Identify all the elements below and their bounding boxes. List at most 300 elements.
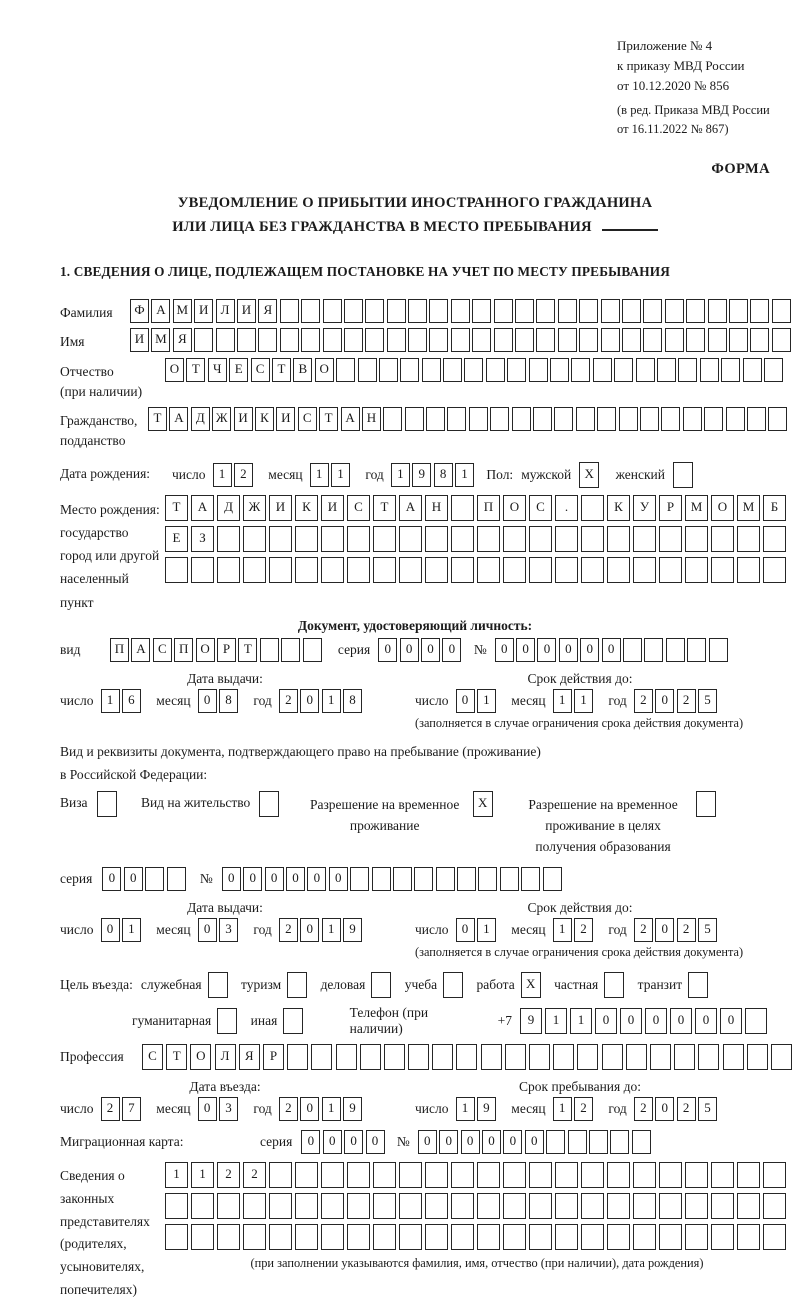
char-box[interactable]	[700, 358, 719, 382]
char-box[interactable]	[581, 1193, 604, 1219]
char-box[interactable]: Я	[173, 328, 192, 352]
date-digit-box[interactable]: 1	[477, 918, 496, 942]
char-box[interactable]	[685, 526, 708, 552]
date-digit-box[interactable]: 1	[322, 918, 341, 942]
char-box[interactable]	[451, 526, 474, 552]
char-box[interactable]: О	[503, 495, 526, 521]
char-box[interactable]	[373, 1162, 396, 1188]
char-box[interactable]	[607, 1162, 630, 1188]
option-checkbox[interactable]: X	[521, 972, 541, 998]
char-box[interactable]	[321, 1162, 344, 1188]
char-box[interactable]: П	[174, 638, 193, 662]
char-box[interactable]: Н	[425, 495, 448, 521]
char-box[interactable]	[550, 358, 569, 382]
char-box[interactable]	[301, 299, 320, 323]
char-box[interactable]	[536, 328, 555, 352]
char-box[interactable]	[558, 299, 577, 323]
char-box[interactable]: К	[255, 407, 274, 431]
char-box[interactable]	[622, 299, 641, 323]
char-box[interactable]: 0	[439, 1130, 458, 1154]
char-box[interactable]	[336, 1044, 357, 1070]
char-box[interactable]: С	[529, 495, 552, 521]
char-box[interactable]	[614, 358, 633, 382]
char-box[interactable]	[708, 328, 727, 352]
char-box[interactable]	[145, 867, 164, 891]
date-digit-box[interactable]: 0	[655, 689, 674, 713]
char-box[interactable]: 0	[301, 1130, 320, 1154]
char-box[interactable]	[429, 299, 448, 323]
char-box[interactable]	[711, 526, 734, 552]
char-box[interactable]	[472, 328, 491, 352]
char-box[interactable]	[477, 1193, 500, 1219]
char-box[interactable]: 0	[307, 867, 326, 891]
char-box[interactable]: 0	[602, 638, 621, 662]
char-box[interactable]	[217, 1224, 240, 1250]
char-box[interactable]	[191, 1193, 214, 1219]
char-box[interactable]	[737, 1193, 760, 1219]
char-box[interactable]	[626, 1044, 647, 1070]
char-box[interactable]	[659, 526, 682, 552]
char-box[interactable]	[685, 1224, 708, 1250]
char-box[interactable]	[321, 526, 344, 552]
char-box[interactable]	[650, 1044, 671, 1070]
date-digit-box[interactable]: 2	[279, 1097, 298, 1121]
char-box[interactable]	[425, 1193, 448, 1219]
char-box[interactable]	[607, 1193, 630, 1219]
char-box[interactable]	[500, 867, 519, 891]
char-box[interactable]	[280, 328, 299, 352]
char-box[interactable]	[243, 1224, 266, 1250]
char-box[interactable]	[666, 638, 685, 662]
char-box[interactable]	[503, 1162, 526, 1188]
char-box[interactable]	[472, 299, 491, 323]
char-box[interactable]	[217, 1193, 240, 1219]
char-box[interactable]: С	[153, 638, 172, 662]
char-box[interactable]	[571, 358, 590, 382]
date-digit-box[interactable]: 2	[279, 918, 298, 942]
date-digit-box[interactable]: 9	[477, 1097, 496, 1121]
char-box[interactable]	[521, 867, 540, 891]
char-box[interactable]	[763, 1224, 786, 1250]
char-box[interactable]	[711, 1224, 734, 1250]
char-box[interactable]	[165, 1193, 188, 1219]
date-digit-box[interactable]: 0	[198, 918, 217, 942]
date-digit-box[interactable]: 0	[198, 1097, 217, 1121]
char-box[interactable]	[619, 407, 638, 431]
char-box[interactable]	[555, 526, 578, 552]
temp-permit-checkbox[interactable]: X	[473, 791, 493, 817]
char-box[interactable]	[633, 526, 656, 552]
char-box[interactable]: 0	[461, 1130, 480, 1154]
char-box[interactable]	[478, 867, 497, 891]
date-digit-box[interactable]: 7	[122, 1097, 141, 1121]
date-digit-box[interactable]: 9	[412, 463, 431, 487]
date-digit-box[interactable]: 2	[279, 689, 298, 713]
date-digit-box[interactable]: 0	[101, 918, 120, 942]
char-box[interactable]	[269, 1193, 292, 1219]
char-box[interactable]	[399, 1224, 422, 1250]
char-box[interactable]	[165, 1224, 188, 1250]
char-box[interactable]: А	[131, 638, 150, 662]
char-box[interactable]	[477, 557, 500, 583]
char-box[interactable]	[387, 299, 406, 323]
char-box[interactable]: Т	[272, 358, 291, 382]
char-box[interactable]	[576, 407, 595, 431]
date-digit-box[interactable]: 1	[322, 1097, 341, 1121]
char-box[interactable]	[643, 328, 662, 352]
char-box[interactable]: Ф	[130, 299, 149, 323]
char-box[interactable]: 0	[265, 867, 284, 891]
char-box[interactable]	[763, 1193, 786, 1219]
date-digit-box[interactable]: 1	[213, 463, 232, 487]
char-box[interactable]	[477, 526, 500, 552]
char-box[interactable]	[451, 557, 474, 583]
sex-male-checkbox[interactable]: X	[579, 462, 599, 488]
char-box[interactable]	[601, 299, 620, 323]
char-box[interactable]	[529, 1193, 552, 1219]
char-box[interactable]: Ж	[212, 407, 231, 431]
char-box[interactable]	[399, 557, 422, 583]
char-box[interactable]	[365, 299, 384, 323]
char-box[interactable]	[772, 328, 791, 352]
char-box[interactable]: 0	[620, 1008, 642, 1034]
char-box[interactable]	[685, 1193, 708, 1219]
char-box[interactable]: Д	[191, 407, 210, 431]
char-box[interactable]	[237, 328, 256, 352]
char-box[interactable]	[379, 358, 398, 382]
char-box[interactable]	[429, 328, 448, 352]
char-box[interactable]	[425, 557, 448, 583]
date-digit-box[interactable]: 1	[553, 1097, 572, 1121]
char-box[interactable]	[505, 1044, 526, 1070]
char-box[interactable]: К	[607, 495, 630, 521]
char-box[interactable]	[512, 407, 531, 431]
char-box[interactable]	[610, 1130, 629, 1154]
char-box[interactable]	[529, 1162, 552, 1188]
char-box[interactable]: Р	[263, 1044, 284, 1070]
char-box[interactable]	[217, 557, 240, 583]
char-box[interactable]	[579, 328, 598, 352]
char-box[interactable]: 0	[645, 1008, 667, 1034]
char-box[interactable]: 0	[537, 638, 556, 662]
date-digit-box[interactable]: 3	[219, 918, 238, 942]
char-box[interactable]	[408, 328, 427, 352]
char-box[interactable]	[737, 1224, 760, 1250]
date-digit-box[interactable]: 0	[300, 1097, 319, 1121]
char-box[interactable]	[451, 299, 470, 323]
char-box[interactable]	[543, 867, 562, 891]
char-box[interactable]	[685, 557, 708, 583]
char-box[interactable]	[358, 358, 377, 382]
char-box[interactable]	[764, 358, 783, 382]
char-box[interactable]	[336, 358, 355, 382]
char-box[interactable]	[763, 557, 786, 583]
char-box[interactable]	[481, 1044, 502, 1070]
char-box[interactable]	[443, 358, 462, 382]
char-box[interactable]: Р	[217, 638, 236, 662]
option-checkbox[interactable]	[217, 1008, 237, 1034]
date-digit-box[interactable]: 8	[434, 463, 453, 487]
char-box[interactable]: С	[142, 1044, 163, 1070]
char-box[interactable]: 0	[525, 1130, 544, 1154]
option-checkbox[interactable]	[688, 972, 708, 998]
char-box[interactable]	[425, 1224, 448, 1250]
char-box[interactable]: 0	[418, 1130, 437, 1154]
char-box[interactable]	[408, 299, 427, 323]
date-digit-box[interactable]: 1	[101, 689, 120, 713]
option-checkbox[interactable]	[443, 972, 463, 998]
char-box[interactable]	[503, 1193, 526, 1219]
char-box[interactable]	[350, 867, 369, 891]
char-box[interactable]: Е	[165, 526, 188, 552]
char-box[interactable]	[436, 867, 455, 891]
char-box[interactable]	[644, 638, 663, 662]
char-box[interactable]	[602, 1044, 623, 1070]
date-digit-box[interactable]: 1	[322, 689, 341, 713]
char-box[interactable]: 0	[442, 638, 461, 662]
char-box[interactable]	[347, 1224, 370, 1250]
char-box[interactable]: 0	[243, 867, 262, 891]
char-box[interactable]	[577, 1044, 598, 1070]
char-box[interactable]	[515, 299, 534, 323]
char-box[interactable]	[365, 328, 384, 352]
date-digit-box[interactable]: 1	[456, 1097, 475, 1121]
visa-checkbox[interactable]	[97, 791, 117, 817]
char-box[interactable]: В	[293, 358, 312, 382]
char-box[interactable]	[768, 407, 787, 431]
char-box[interactable]	[408, 1044, 429, 1070]
char-box[interactable]: Т	[373, 495, 396, 521]
char-box[interactable]: Л	[216, 299, 235, 323]
char-box[interactable]	[243, 1193, 266, 1219]
date-digit-box[interactable]: 2	[634, 1097, 653, 1121]
date-digit-box[interactable]: 0	[300, 918, 319, 942]
char-box[interactable]	[194, 328, 213, 352]
char-box[interactable]	[763, 526, 786, 552]
char-box[interactable]	[536, 299, 555, 323]
char-box[interactable]: 1	[545, 1008, 567, 1034]
char-box[interactable]: 0	[421, 638, 440, 662]
char-box[interactable]	[373, 557, 396, 583]
char-box[interactable]	[321, 1193, 344, 1219]
char-box[interactable]	[269, 526, 292, 552]
char-box[interactable]	[623, 638, 642, 662]
date-digit-box[interactable]: 0	[655, 1097, 674, 1121]
char-box[interactable]: Н	[362, 407, 381, 431]
char-box[interactable]	[399, 526, 422, 552]
char-box[interactable]	[568, 1130, 587, 1154]
char-box[interactable]: М	[151, 328, 170, 352]
char-box[interactable]	[451, 328, 470, 352]
char-box[interactable]	[347, 526, 370, 552]
char-box[interactable]: 0	[720, 1008, 742, 1034]
char-box[interactable]	[373, 1224, 396, 1250]
date-digit-box[interactable]: 0	[300, 689, 319, 713]
char-box[interactable]: З	[191, 526, 214, 552]
date-digit-box[interactable]: 1	[455, 463, 474, 487]
char-box[interactable]	[295, 1224, 318, 1250]
char-box[interactable]	[721, 358, 740, 382]
char-box[interactable]	[269, 1162, 292, 1188]
char-box[interactable]	[686, 299, 705, 323]
char-box[interactable]: Т	[186, 358, 205, 382]
date-digit-box[interactable]: 2	[574, 1097, 593, 1121]
char-box[interactable]	[640, 407, 659, 431]
char-box[interactable]: Л	[215, 1044, 236, 1070]
char-box[interactable]	[503, 557, 526, 583]
date-digit-box[interactable]: 9	[343, 918, 362, 942]
char-box[interactable]: О	[190, 1044, 211, 1070]
char-box[interactable]: 0	[222, 867, 241, 891]
char-box[interactable]: 1	[191, 1162, 214, 1188]
char-box[interactable]	[451, 1193, 474, 1219]
char-box[interactable]	[243, 557, 266, 583]
char-box[interactable]	[529, 358, 548, 382]
char-box[interactable]	[729, 328, 748, 352]
char-box[interactable]: А	[191, 495, 214, 521]
char-box[interactable]: 0	[378, 638, 397, 662]
option-checkbox[interactable]	[604, 972, 624, 998]
char-box[interactable]	[295, 1162, 318, 1188]
char-box[interactable]	[432, 1044, 453, 1070]
char-box[interactable]: 0	[329, 867, 348, 891]
char-box[interactable]	[737, 526, 760, 552]
char-box[interactable]	[581, 557, 604, 583]
char-box[interactable]	[321, 557, 344, 583]
char-box[interactable]	[414, 867, 433, 891]
date-digit-box[interactable]: 6	[122, 689, 141, 713]
date-digit-box[interactable]: 1	[574, 689, 593, 713]
date-digit-box[interactable]: 5	[698, 1097, 717, 1121]
char-box[interactable]: 0	[286, 867, 305, 891]
date-digit-box[interactable]: 1	[331, 463, 350, 487]
date-digit-box[interactable]: 3	[219, 1097, 238, 1121]
char-box[interactable]	[373, 1193, 396, 1219]
char-box[interactable]: А	[169, 407, 188, 431]
char-box[interactable]	[581, 495, 604, 521]
char-box[interactable]	[399, 1162, 422, 1188]
char-box[interactable]	[258, 328, 277, 352]
date-digit-box[interactable]: 2	[677, 1097, 696, 1121]
char-box[interactable]: П	[110, 638, 129, 662]
char-box[interactable]	[451, 1224, 474, 1250]
date-digit-box[interactable]: 2	[574, 918, 593, 942]
date-digit-box[interactable]: 1	[553, 689, 572, 713]
char-box[interactable]	[399, 1193, 422, 1219]
char-box[interactable]	[659, 1193, 682, 1219]
char-box[interactable]	[683, 407, 702, 431]
char-box[interactable]	[555, 1162, 578, 1188]
char-box[interactable]: 0	[400, 638, 419, 662]
char-box[interactable]	[737, 1162, 760, 1188]
char-box[interactable]	[745, 1008, 767, 1034]
char-box[interactable]	[295, 557, 318, 583]
char-box[interactable]: 0	[670, 1008, 692, 1034]
option-checkbox[interactable]	[208, 972, 228, 998]
char-box[interactable]	[260, 638, 279, 662]
date-digit-box[interactable]: 8	[343, 689, 362, 713]
char-box[interactable]	[743, 358, 762, 382]
char-box[interactable]	[678, 358, 697, 382]
char-box[interactable]: 0	[482, 1130, 501, 1154]
char-box[interactable]	[529, 1044, 550, 1070]
char-box[interactable]	[287, 1044, 308, 1070]
char-box[interactable]	[451, 1162, 474, 1188]
char-box[interactable]	[723, 1044, 744, 1070]
char-box[interactable]	[344, 299, 363, 323]
date-digit-box[interactable]: 1	[477, 689, 496, 713]
char-box[interactable]: О	[196, 638, 215, 662]
char-box[interactable]: С	[347, 495, 370, 521]
date-digit-box[interactable]: 8	[219, 689, 238, 713]
char-box[interactable]	[464, 358, 483, 382]
char-box[interactable]: И	[130, 328, 149, 352]
char-box[interactable]	[477, 1224, 500, 1250]
date-digit-box[interactable]: 0	[655, 918, 674, 942]
char-box[interactable]	[347, 1193, 370, 1219]
char-box[interactable]	[581, 1224, 604, 1250]
char-box[interactable]: О	[315, 358, 334, 382]
char-box[interactable]	[422, 358, 441, 382]
char-box[interactable]	[393, 867, 412, 891]
char-box[interactable]	[555, 557, 578, 583]
char-box[interactable]: 0	[516, 638, 535, 662]
char-box[interactable]	[659, 1224, 682, 1250]
char-box[interactable]	[698, 1044, 719, 1070]
char-box[interactable]	[311, 1044, 332, 1070]
date-digit-box[interactable]: 9	[343, 1097, 362, 1121]
char-box[interactable]	[597, 407, 616, 431]
char-box[interactable]: Ж	[243, 495, 266, 521]
char-box[interactable]	[633, 1162, 656, 1188]
char-box[interactable]: Я	[258, 299, 277, 323]
char-box[interactable]	[750, 328, 769, 352]
char-box[interactable]	[529, 557, 552, 583]
char-box[interactable]	[771, 1044, 792, 1070]
char-box[interactable]	[685, 1162, 708, 1188]
date-digit-box[interactable]: 2	[677, 689, 696, 713]
char-box[interactable]	[632, 1130, 651, 1154]
char-box[interactable]	[295, 1193, 318, 1219]
char-box[interactable]	[581, 1162, 604, 1188]
char-box[interactable]	[384, 1044, 405, 1070]
date-digit-box[interactable]: 2	[677, 918, 696, 942]
char-box[interactable]	[686, 328, 705, 352]
char-box[interactable]	[281, 638, 300, 662]
char-box[interactable]	[665, 328, 684, 352]
char-box[interactable]	[747, 407, 766, 431]
char-box[interactable]: Т	[165, 495, 188, 521]
char-box[interactable]: 0	[595, 1008, 617, 1034]
char-box[interactable]	[191, 557, 214, 583]
char-box[interactable]	[494, 328, 513, 352]
date-digit-box[interactable]: 1	[553, 918, 572, 942]
char-box[interactable]	[555, 1193, 578, 1219]
char-box[interactable]	[486, 358, 505, 382]
char-box[interactable]: Т	[319, 407, 338, 431]
char-box[interactable]	[589, 1130, 608, 1154]
char-box[interactable]	[344, 328, 363, 352]
char-box[interactable]	[704, 407, 723, 431]
char-box[interactable]: 0	[124, 867, 143, 891]
char-box[interactable]	[772, 299, 791, 323]
char-box[interactable]: Б	[763, 495, 786, 521]
char-box[interactable]	[601, 328, 620, 352]
char-box[interactable]	[191, 1224, 214, 1250]
option-checkbox[interactable]	[283, 1008, 303, 1034]
char-box[interactable]	[747, 1044, 768, 1070]
char-box[interactable]: .	[555, 495, 578, 521]
